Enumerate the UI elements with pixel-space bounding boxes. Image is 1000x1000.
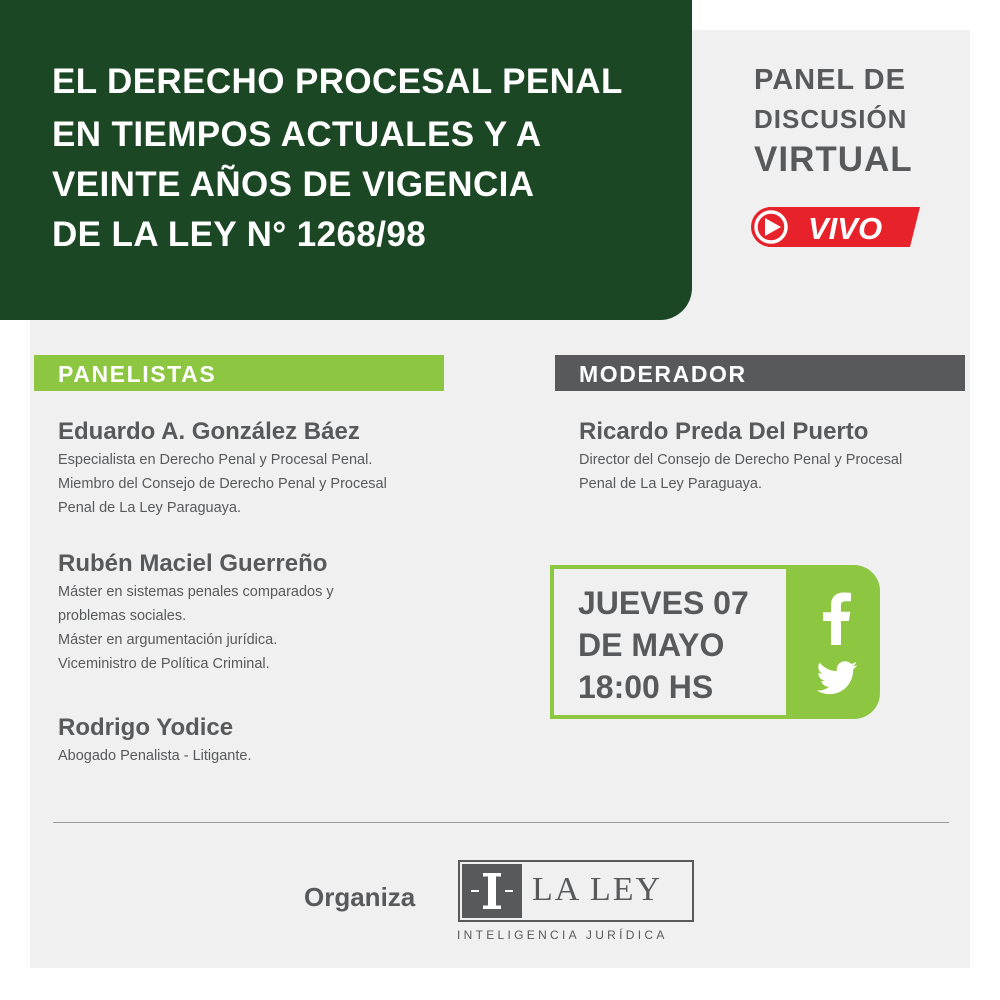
live-badge-shape bbox=[750, 206, 920, 248]
panelist-description: Especialista en Derecho Penal y Procesal Penal. bbox=[58, 452, 373, 468]
moderator-description: Director del Consejo de Derecho Penal y Procesal bbox=[579, 452, 903, 468]
logo-tagline: INTELIGENCIA JURÍDICA bbox=[457, 928, 668, 942]
divider bbox=[53, 822, 949, 823]
moderator-name: Ricardo Preda Del Puerto bbox=[579, 418, 869, 445]
title-line: EL DERECHO PROCESAL PENAL bbox=[52, 62, 623, 101]
panelist-description: Penal de La Ley Paraguaya. bbox=[58, 500, 241, 516]
panelist-description: Máster en argumentación jurídica. bbox=[58, 632, 278, 648]
panelist-name: Rubén Maciel Guerreño bbox=[58, 550, 328, 577]
panelist-name: Rodrigo Yodice bbox=[58, 714, 234, 741]
date-line: 18:00 HS bbox=[578, 669, 714, 705]
event-type-line: VIRTUAL bbox=[754, 140, 913, 179]
panelist-name: Eduardo A. González Báez bbox=[58, 418, 360, 445]
panelist-description: Abogado Penalista - Litigante. bbox=[58, 748, 252, 764]
title-block bbox=[0, 0, 692, 320]
moderator-header: MODERADOR bbox=[555, 355, 965, 391]
la-ley-logo bbox=[458, 860, 694, 922]
twitter-icon[interactable] bbox=[816, 661, 858, 695]
live-badge bbox=[750, 206, 920, 248]
title-line: DE LA LEY N° 1268/98 bbox=[52, 215, 427, 254]
moderator-description: Penal de La Ley Paraguaya. bbox=[579, 476, 762, 492]
date-line: JUEVES 07 bbox=[578, 585, 749, 621]
panelists-header: PANELISTAS bbox=[34, 355, 444, 391]
date-box bbox=[550, 565, 790, 719]
logo-name: LA LEY bbox=[532, 871, 663, 908]
facebook-icon[interactable] bbox=[822, 591, 852, 645]
logo-mark-icon bbox=[462, 864, 522, 918]
event-type-line: DISCUSIÓN bbox=[754, 104, 908, 134]
organizer-label: Organiza bbox=[304, 882, 416, 912]
date-line: DE MAYO bbox=[578, 627, 725, 663]
live-label: VIVO bbox=[808, 211, 883, 246]
panelist-description: Máster en sistemas penales comparados y bbox=[58, 584, 334, 600]
panelist-description: Viceministro de Política Criminal. bbox=[58, 656, 270, 672]
title-line: VEINTE AÑOS DE VIGENCIA bbox=[52, 165, 535, 204]
panelist-description: problemas sociales. bbox=[58, 608, 187, 624]
social-links bbox=[788, 565, 880, 719]
title-line: EN TIEMPOS ACTUALES Y A bbox=[52, 115, 542, 154]
panelist-description: Miembro del Consejo de Derecho Penal y Procesal bbox=[58, 476, 387, 492]
event-type-line: PANEL DE bbox=[754, 64, 906, 96]
